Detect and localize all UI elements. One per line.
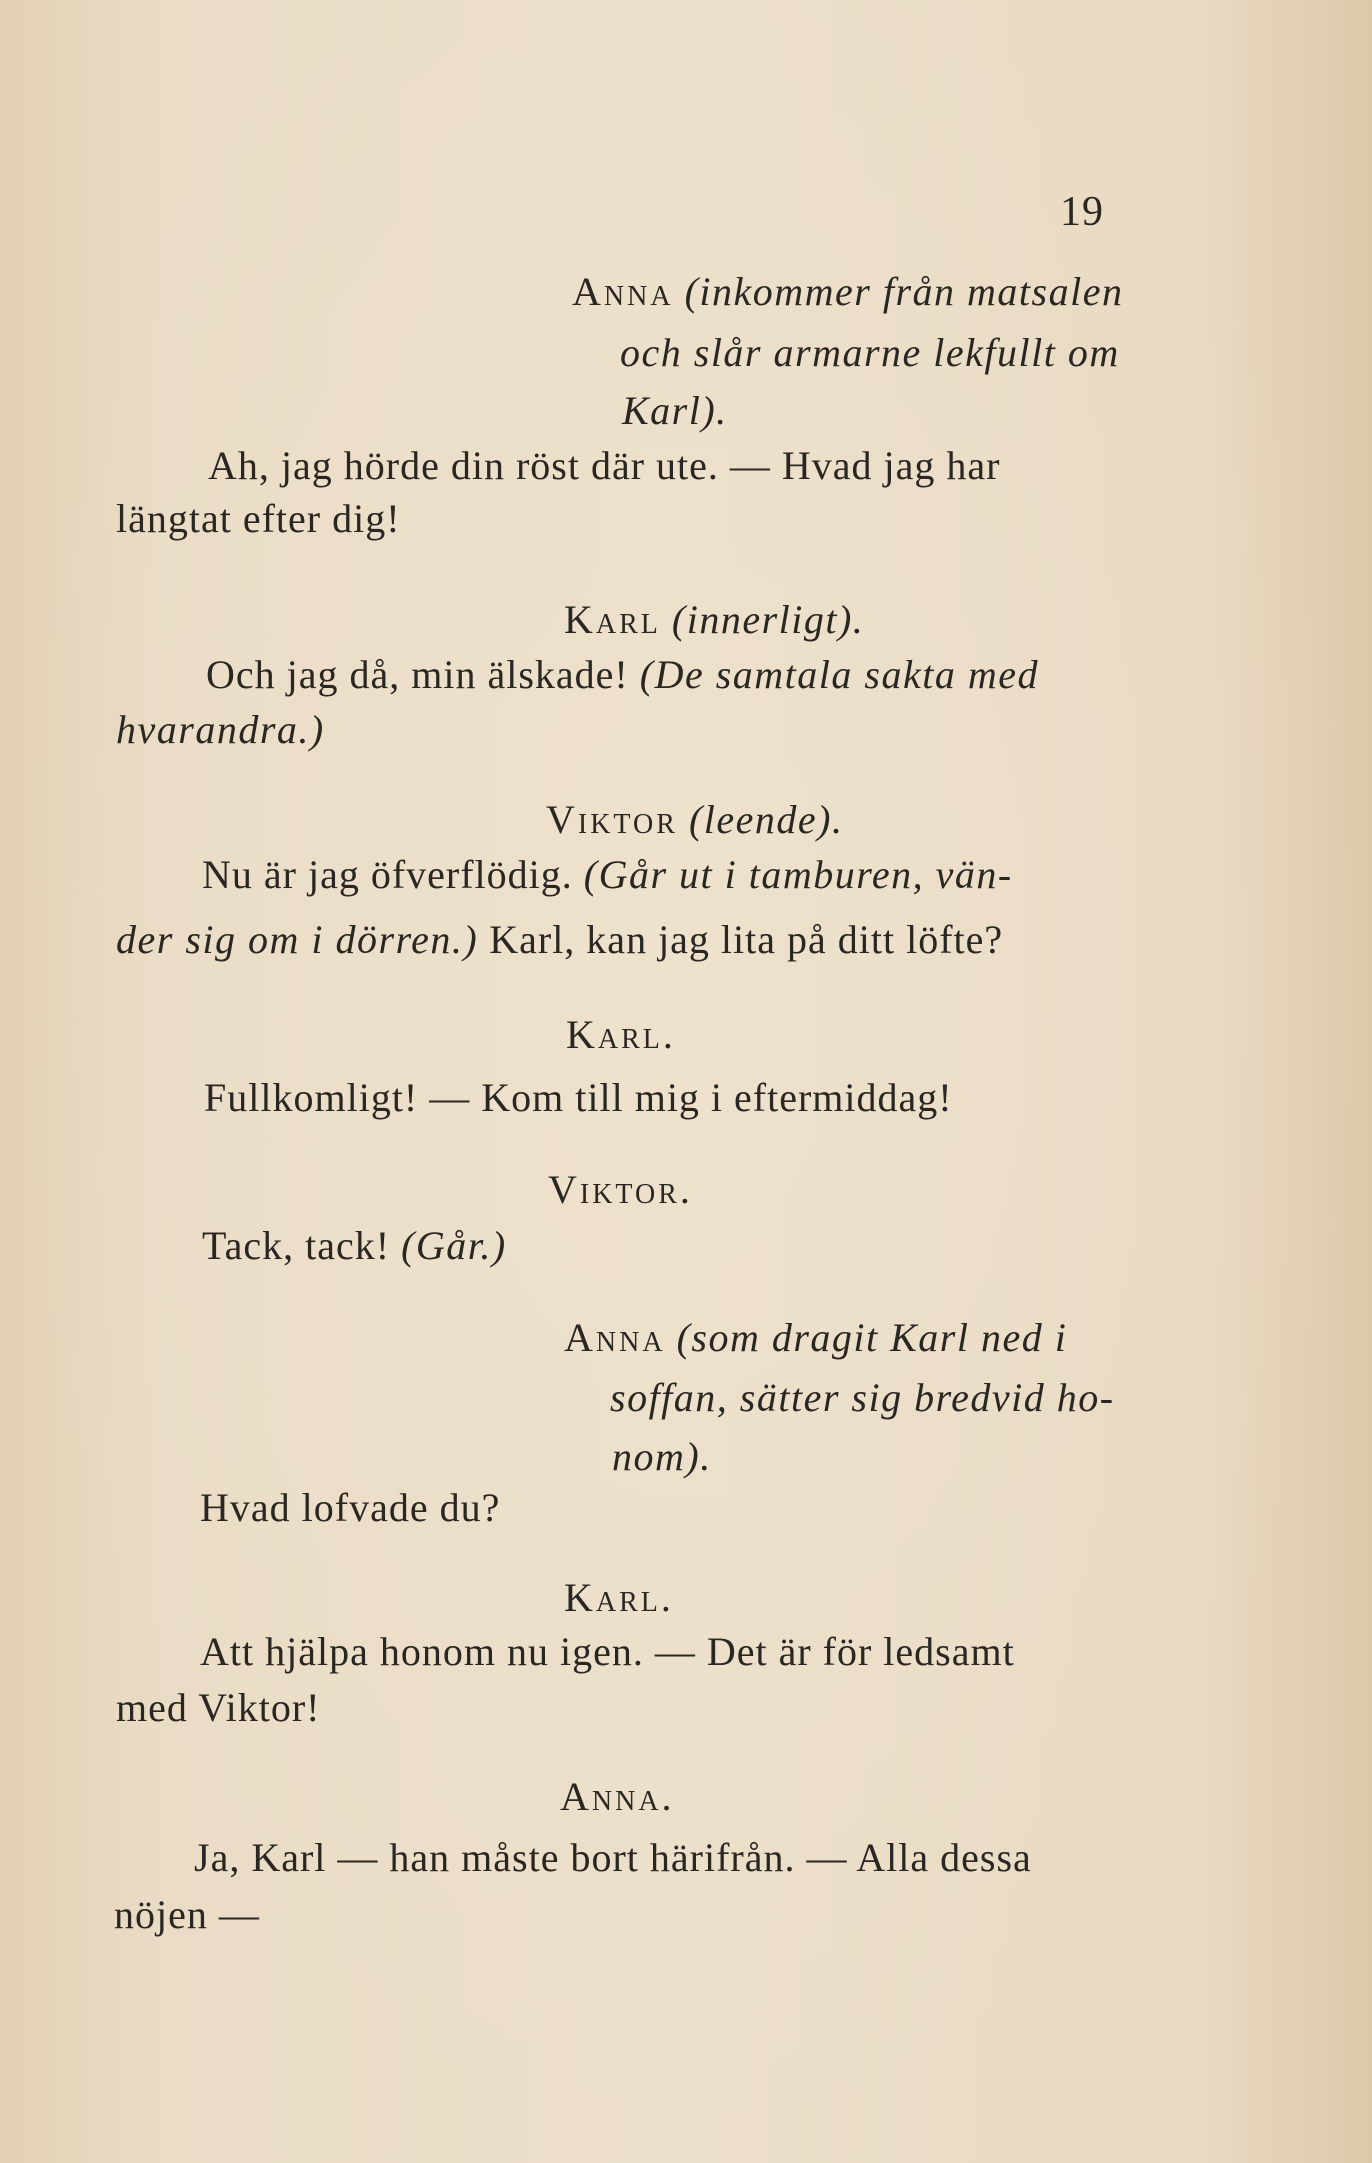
speaker-name: Karl.: [566, 1012, 676, 1057]
text-line: [620, 330, 1120, 375]
dialogue-text: med Viktor!: [116, 1685, 321, 1730]
text-line: [548, 1167, 693, 1212]
speaker-name: Viktor.: [548, 1167, 693, 1212]
text-line: [572, 269, 1124, 314]
text-line: [116, 496, 401, 541]
stage-direction: (innerligt).: [671, 597, 865, 642]
text-line: [200, 1485, 501, 1530]
page-number: 19: [1060, 189, 1104, 235]
dialogue-text: Och jag då, min älskade!: [206, 652, 640, 697]
stage-direction: (inkommer från matsalen: [684, 269, 1124, 314]
text-line: [622, 388, 728, 433]
text-line: [208, 443, 1001, 488]
text-line: [564, 1315, 1068, 1360]
speaker-name: Anna.: [560, 1774, 675, 1819]
text-line: [202, 1223, 507, 1268]
stage-direction: och slår armarne lekfullt om: [620, 330, 1120, 375]
dialogue-text: Ah, jag hörde din röst där ute. — Hvad jag har: [208, 443, 1001, 488]
text-line: [564, 1575, 674, 1620]
text-line: [206, 652, 1039, 697]
dialogue-text: Ja, Karl — han måste bort härifrån. — Alla dessa: [194, 1835, 1032, 1880]
stage-direction: soffan, sätter sig bredvid ho-: [610, 1375, 1115, 1420]
stage-direction: (leende).: [688, 797, 844, 842]
text-line: [610, 1375, 1115, 1420]
dialogue-text: Att hjälpa honom nu igen. — Det är för ledsamt: [200, 1629, 1015, 1674]
stage-direction: (Går.): [401, 1223, 507, 1268]
text-line: [612, 1434, 712, 1479]
dialogue-text: Tack, tack!: [202, 1223, 402, 1268]
dialogue-text: nöjen —: [114, 1892, 260, 1937]
speaker-name: Karl: [564, 597, 661, 642]
text-line: [116, 1685, 321, 1730]
dialogue-text: Fullkomligt! — Kom till mig i eftermiddag!: [204, 1075, 953, 1120]
text-line: [566, 1012, 676, 1057]
text-line: [560, 1774, 675, 1819]
stage-direction: (som dragit Karl ned i: [676, 1315, 1068, 1360]
stage-direction: hvarandra.): [116, 707, 325, 752]
speaker-name: Karl.: [564, 1575, 674, 1620]
text-line: [114, 1892, 260, 1937]
speaker-name: Viktor: [546, 797, 678, 842]
stage-direction: der sig om i dörren.): [116, 917, 479, 962]
speaker-name: Anna: [572, 269, 674, 314]
text-line: [116, 707, 325, 752]
dialogue-text: Nu är jag öfverflödig.: [202, 852, 584, 897]
text-line: [202, 852, 1013, 897]
stage-direction: (Går ut i tamburen, vän-: [583, 852, 1013, 897]
dialogue-text: Karl, kan jag lita på ditt löfte?: [478, 917, 1004, 962]
text-line: [194, 1835, 1032, 1880]
stage-direction: nom).: [612, 1434, 712, 1479]
text-line: [200, 1629, 1015, 1674]
stage-direction: (De samtala sakta med: [639, 652, 1039, 697]
text-line: [546, 797, 844, 842]
stage-direction: Karl).: [622, 388, 728, 433]
speaker-name: Anna: [564, 1315, 666, 1360]
dialogue-text: längtat efter dig!: [116, 496, 401, 541]
dialogue-text: Hvad lofvade du?: [200, 1485, 501, 1530]
text-line: [204, 1075, 953, 1120]
text-line: [564, 597, 865, 642]
text-line: [116, 917, 1004, 962]
